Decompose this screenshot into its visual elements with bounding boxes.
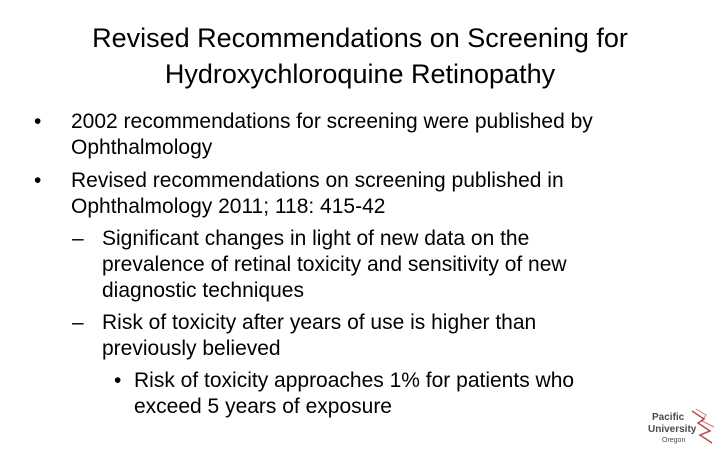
bullet-marker: •	[34, 169, 42, 192]
bullet-line: Risk of toxicity after years of use is higher than	[102, 311, 537, 334]
sub-sub-bullet-marker: •	[114, 369, 122, 392]
slide-title-line-2: Hydroxychloroquine Retinopathy	[164, 59, 556, 89]
bullet-line: Significant changes in light of new data on the	[102, 227, 530, 250]
slide-title	[0, 20, 720, 92]
bullet-line: Revised recommendations on screening published in	[71, 169, 564, 192]
pacific-university-logo	[648, 405, 718, 447]
bullet-line: Risk of toxicity approaches 1% for patients who	[134, 369, 575, 392]
bullet-line: exceed 5 years of exposure	[134, 395, 392, 418]
bullet-line: prevalence of retinal toxicity and sensitivity of new	[102, 253, 567, 276]
bullet-line: Ophthalmology 2011; 118: 415-42	[71, 195, 386, 218]
logo-line-1: Pacific	[652, 412, 685, 423]
bullet-marker: •	[34, 110, 42, 133]
logo-line-2: University	[648, 424, 697, 435]
bullet-line: 2002 recommendations for screening were published by	[71, 110, 593, 133]
sub-bullet-marker: –	[72, 311, 84, 334]
bullet-line: diagnostic techniques	[102, 279, 304, 302]
logo-line-3: Oregon	[662, 437, 686, 444]
bullet-line: Ophthalmology	[71, 136, 213, 159]
slide-title-line-1: Revised Recommendations on Screening for	[92, 23, 628, 53]
bullet-line: previously believed	[102, 337, 281, 360]
logo-graphic	[648, 405, 718, 447]
sub-bullet-marker: –	[72, 227, 84, 250]
